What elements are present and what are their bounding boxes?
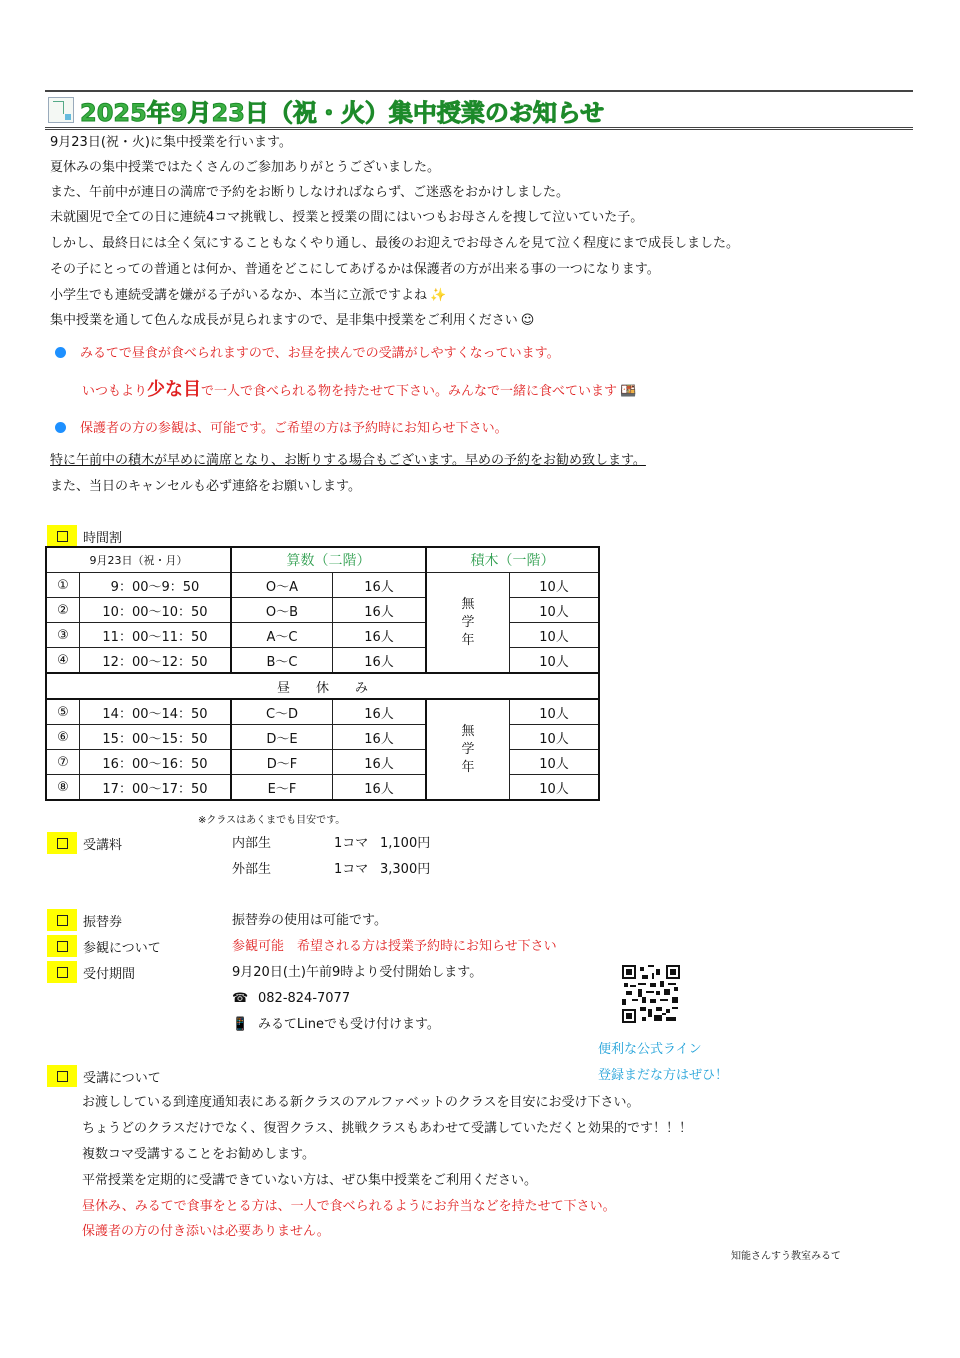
- section-label: 参観について: [83, 940, 161, 956]
- grade-cell: [426, 573, 510, 674]
- slot-time: 10：00〜10：50: [80, 598, 232, 623]
- math-capacity: 16人: [333, 775, 427, 801]
- slot-class: B〜C: [231, 648, 333, 674]
- section-label: 受講について: [83, 1070, 161, 1086]
- block-capacity: 10人: [510, 725, 600, 750]
- qr-caption: 登録まだな方はぜひ！: [598, 1068, 729, 1083]
- schedule-table: [45, 546, 600, 801]
- footer-school: 知能さんすう教室みるて: [731, 1251, 841, 1262]
- slot-time: 15：00〜15：50: [80, 725, 232, 750]
- about-line: 平常授業を定期的に受講できていない方は、ぜひ集中授業をご利用ください。: [82, 1173, 538, 1188]
- math-capacity: 16人: [333, 725, 427, 750]
- math-capacity: 16人: [333, 750, 427, 775]
- slot-class: D〜F: [231, 750, 333, 775]
- checkbox-icon: [47, 1065, 77, 1087]
- slot-class: E〜F: [231, 775, 333, 801]
- fee-row: [232, 835, 430, 853]
- intro-line: 夏休みの集中授業ではたくさんのご参加ありがとうございました。: [50, 160, 441, 175]
- voucher-text: 振替券の使用は可能です。: [232, 913, 387, 928]
- section-reception: [47, 961, 135, 983]
- section-label: 受付期間: [83, 966, 136, 982]
- lunch-icon: 🍱: [620, 384, 637, 399]
- math-capacity: 16人: [333, 623, 427, 648]
- table-row: [46, 573, 599, 598]
- fee-row: [232, 861, 430, 879]
- about-line: ちょうどのクラスだけでなく、復習クラス、挑戦クラスもあわせて受講していただくと効果的です！！！: [82, 1121, 692, 1136]
- page-title: [48, 95, 604, 125]
- table-row: [46, 725, 599, 750]
- header-blocks: 積木（一階）: [426, 547, 599, 573]
- math-capacity: 16人: [333, 598, 427, 623]
- section-label: 振替券: [83, 914, 123, 930]
- checkbox-icon: [47, 909, 77, 931]
- bullet-icon: [55, 422, 66, 433]
- intro-line: しかし、最終日には全く気にすることもなくやり通し、最後のお迎えでお母さんを見て泣く程度にまで成長しました。: [50, 236, 740, 251]
- table-row: [46, 623, 599, 648]
- grade-char: 年: [461, 632, 475, 648]
- bullet-icon: [55, 347, 66, 358]
- block-capacity: 10人: [510, 623, 600, 648]
- phone-icon: ☎: [232, 991, 249, 1006]
- block-capacity: 10人: [510, 573, 600, 598]
- slot-time: 12：00〜12：50: [80, 648, 232, 674]
- title-rule-bottom: [45, 127, 913, 130]
- slot-number: ⑦: [46, 750, 80, 775]
- fee-type: 外部生: [232, 862, 272, 877]
- slot-time: 9：00〜9：50: [80, 573, 232, 598]
- checkbox-icon: [47, 832, 77, 854]
- lunch-break-row: [46, 673, 599, 699]
- grade-cell: [426, 699, 510, 800]
- intro-text: 集中授業を通して色んな成長が見られますので、是非集中授業をご利用ください: [50, 313, 518, 328]
- grade-text: [427, 596, 509, 650]
- about-line: お渡ししている到達度通知表にある新クラスのアルファベットのクラスを目安にお受け下さい。: [82, 1095, 640, 1110]
- line-text: みるてLineでも受け付けます。: [258, 1017, 440, 1032]
- section-label: 受講料: [83, 837, 123, 853]
- qr-code[interactable]: [622, 965, 680, 1023]
- table-row: [46, 750, 599, 775]
- lunch-break: 昼 休 み: [46, 673, 599, 699]
- schedule-note: ※クラスはあくまでも目安です。: [198, 815, 346, 826]
- about-line: 複数コマ受講することをお勧めします。: [82, 1147, 315, 1162]
- slot-number: ⑤: [46, 699, 80, 725]
- intro-line: 9月23日(祝・火)に集中授業を行います。: [50, 135, 292, 150]
- about-red-line: 保護者の方の付き添いは必要ありません。: [82, 1224, 330, 1239]
- sparkle-icon: ✨: [430, 288, 447, 303]
- checkbox-icon: [47, 935, 77, 957]
- intro-line: [50, 287, 446, 305]
- intro-line: その子にとっての普通とは何か、普通をどこにしてあげるかは保護者の方が出来る事の一つになります。: [50, 262, 660, 277]
- slot-time: 11：00〜11：50: [80, 623, 232, 648]
- reception-line: [232, 1016, 440, 1034]
- intro-text: 小学生でも連続受講を嫌がる子がいるなか、本当に立派ですよね: [50, 288, 428, 303]
- reception-start: 9月20日(土)午前9時より受付開始します。: [232, 965, 483, 980]
- slot-class: A〜C: [231, 623, 333, 648]
- slot-number: ①: [46, 573, 80, 598]
- grade-char: 学: [461, 741, 475, 757]
- phone-number[interactable]: 082-824-7077: [258, 991, 351, 1006]
- smile-icon: ☺: [520, 313, 535, 328]
- grade-char: 無: [461, 596, 475, 612]
- slot-time: 16：00〜16：50: [80, 750, 232, 775]
- notice-lunch-detail: [82, 381, 636, 401]
- table-row: [46, 775, 599, 801]
- notice-text: いつもより: [82, 384, 148, 399]
- emphasis-text: 少な目: [147, 379, 202, 400]
- notice-observation: [55, 420, 508, 438]
- math-capacity: 16人: [333, 573, 427, 598]
- block-capacity: 10人: [510, 699, 600, 725]
- header-math: 算数（二階）: [231, 547, 426, 573]
- notice-cancel: また、当日のキャンセルも必ず連絡をお願いします。: [50, 479, 361, 494]
- grade-char: 無: [461, 723, 475, 739]
- intro-line: [50, 312, 534, 330]
- slot-time: 17：00〜17：50: [80, 775, 232, 801]
- slot-class: O〜B: [231, 598, 333, 623]
- intro-line: 未就園児で全ての日に連続4コマ挑戦し、授業と授業の間にはいつもお母さんを捜して泣いていた子。: [50, 210, 644, 225]
- mobile-icon: 📱: [232, 1017, 249, 1032]
- notice-underlined: 特に午前中の積木が早めに満席となり、お断りする場合もございます。早めの予約をお勧め致します。: [50, 453, 646, 468]
- logo-icon: [48, 97, 74, 123]
- grade-text: [427, 723, 509, 777]
- notice-text: で一人で食べられる物を持たせて下さい。みんなで一緒に食べています: [201, 384, 618, 399]
- notice-lunch: [55, 345, 560, 363]
- checkbox-icon: [47, 961, 77, 983]
- table-row: [46, 598, 599, 623]
- section-observation: [47, 935, 161, 957]
- fee-price: 1,100円: [380, 836, 431, 851]
- intro-line: また、午前中が連日の満席で予約をお断りしなければならず、ご迷惑をおかけしました。: [50, 185, 569, 200]
- grade-char: 年: [461, 759, 475, 775]
- slot-class: O〜A: [231, 573, 333, 598]
- slot-number: ②: [46, 598, 80, 623]
- block-capacity: 10人: [510, 750, 600, 775]
- slot-number: ⑧: [46, 775, 80, 801]
- math-capacity: 16人: [333, 648, 427, 674]
- slot-class: D〜E: [231, 725, 333, 750]
- fee-unit: 1コマ: [334, 862, 369, 877]
- table-row: [46, 699, 599, 725]
- fee-type: 内部生: [232, 836, 272, 851]
- slot-time: 14：00〜14：50: [80, 699, 232, 725]
- grade-char: 学: [461, 614, 475, 630]
- title-text: 2025年9月23日（祝・火）集中授業のお知らせ: [80, 98, 605, 127]
- section-schedule: [47, 525, 122, 547]
- section-label: 時間割: [83, 530, 123, 546]
- table-header-row: [46, 547, 599, 573]
- notice-text: 保護者の方の参観は、可能です。ご希望の方は予約時にお知らせ下さい。: [80, 421, 508, 436]
- table-row: [46, 648, 599, 674]
- section-fees: [47, 832, 122, 854]
- checkbox-icon: [47, 525, 77, 547]
- header-date: 9月23日（祝・月）: [46, 547, 231, 573]
- slot-number: ④: [46, 648, 80, 674]
- fee-price: 3,300円: [380, 862, 431, 877]
- slot-class: C〜D: [231, 699, 333, 725]
- section-voucher: [47, 909, 122, 931]
- reception-phone: [232, 990, 350, 1008]
- slot-number: ⑥: [46, 725, 80, 750]
- block-capacity: 10人: [510, 598, 600, 623]
- slot-number: ③: [46, 623, 80, 648]
- notice-text: みるてで昼食が食べられますので、お昼を挟んでの受講がしやすくなっています。: [80, 346, 560, 361]
- math-capacity: 16人: [333, 699, 427, 725]
- fee-unit: 1コマ: [334, 836, 369, 851]
- section-about: [47, 1065, 161, 1087]
- block-capacity: 10人: [510, 775, 600, 801]
- about-red-line: 昼休み、みるてで食事をとる方は、一人で食べられるようにお弁当などを持たせて下さい。: [82, 1199, 616, 1214]
- block-capacity: 10人: [510, 648, 600, 674]
- qr-caption: 便利な公式ライン: [598, 1042, 702, 1057]
- observation-text: 参観可能 希望される方は授業予約時にお知らせ下さい: [232, 939, 557, 954]
